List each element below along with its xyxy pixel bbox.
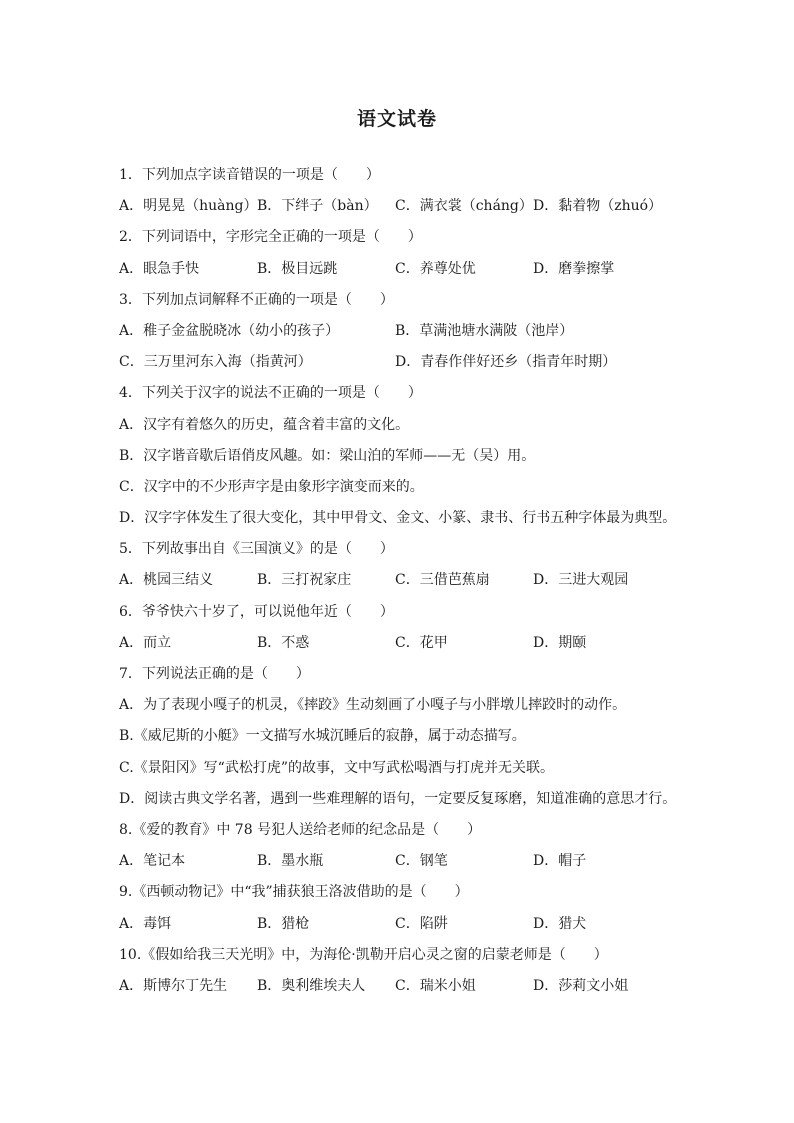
question-8-stem: 8.《爱的教育》中 78 号犯人送给老师的纪念品是（ ） (119, 821, 482, 838)
option-a: A．稚子金盆脱晓冰（幼小的孩子） (119, 322, 340, 339)
question-10-options (119, 971, 689, 1002)
option-a: A．汉字有着悠久的历史，蕴含着丰富的文化。 (119, 416, 410, 433)
question-9-options (119, 909, 689, 940)
question-9-stem: 9.《西顿动物记》中“我”捕获狼王洛波借助的是（ ） (119, 884, 469, 901)
option-d: D．阅读古典文学名著，遇到一些难理解的语句，一定要反复琢磨，知道准确的意思才行。 (119, 790, 677, 807)
option-d: D．猎犬 (533, 915, 587, 932)
option-b: B．极目远跳 (257, 260, 338, 277)
option-d: D．磨拳擦掌 (533, 260, 615, 277)
question-7-stem: 7．下列说法正确的是（ ） (119, 666, 310, 682)
option-a: A．而立 (119, 634, 172, 651)
option-c: C.《景阳冈》写“武松打虎”的故事，文中写武松喝酒与打虎并无关联。 (119, 759, 554, 776)
exam-title: 语文试卷 (356, 108, 437, 130)
question-2-stem: 2．下列词语中，字形完全正确的一项是（ ） (119, 229, 422, 246)
option-c: C．汉字中的不少形声字是由象形字演变而来的。 (119, 478, 424, 495)
option-d: D．黏着物（zhuó） (533, 198, 663, 215)
option-a: A．毒饵 (119, 915, 172, 932)
question-1-options (119, 191, 689, 222)
question-3-options-ab (119, 316, 689, 347)
option-d: D．莎莉文小姐 (533, 977, 629, 994)
question-list (119, 160, 689, 1002)
option-b: B．草满池塘水满陂（池岸） (395, 322, 574, 339)
option-d: D．青春作伴好还乡（指青年时期） (395, 354, 617, 371)
question-10-stem: 10.《假如给我三天光明》中，为海伦·凯勒开启心灵之窗的启蒙老师是（ ） (119, 946, 608, 963)
option-b: B．不惑 (257, 634, 310, 651)
option-b: B．奥利维埃夫人 (257, 977, 366, 994)
option-b: B．猎枪 (257, 915, 310, 932)
option-b: B．汉字谐音歇后语俏皮风趣。如：梁山泊的军师——无（吴）用。 (119, 447, 536, 464)
option-d: D．帽子 (533, 853, 587, 870)
option-c: C．养尊处优 (395, 260, 476, 277)
option-a: A．明晃晃（huàng） (119, 198, 258, 215)
question-8-options (119, 846, 689, 877)
option-d: D．期颐 (533, 634, 587, 651)
question-1-stem: 1．下列加点字读音错误的一项是（ ） (119, 167, 380, 183)
option-c: C．瑞米小姐 (395, 977, 476, 994)
option-a: A．桃园三结义 (119, 572, 214, 589)
option-c: C．三借芭蕉扇 (395, 572, 490, 589)
question-6-stem: 6．爷爷快六十岁了，可以说他年近（ ） (119, 603, 394, 620)
option-d: D．三进大观园 (533, 572, 629, 589)
question-5-options (119, 565, 689, 596)
option-a: A．为了表现小嘎子的机灵，《摔跤》生动刻画了小嘎子与小胖墩儿摔跤时的动作。 (119, 697, 627, 714)
option-d: D．汉字字体发生了很大变化，其中甲骨文、金文、小篆、隶书、行书五种字体最为典型。 (119, 510, 677, 527)
option-c: C．陷阱 (395, 915, 448, 932)
option-b: B.《威尼斯的小艇》一文描写水城沉睡后的寂静，属于动态描写。 (119, 728, 526, 745)
option-b: B．下绊子（bàn） (257, 198, 378, 215)
question-3-options-cd (119, 347, 689, 378)
question-6-options (119, 628, 689, 659)
option-c: C．满衣裳（cháng） (395, 198, 533, 215)
option-a: A．斯博尔丁先生 (119, 977, 228, 994)
question-4-stem: 4．下列关于汉字的说法不正确的一项是（ ） (119, 385, 422, 402)
option-a: A．笔记本 (119, 853, 186, 870)
option-c: C．花甲 (395, 634, 448, 651)
option-b: B．墨水瓶 (257, 853, 324, 870)
option-a: A．眼急手快 (119, 260, 200, 277)
option-b: B．三打祝家庄 (257, 572, 352, 589)
question-5-stem: 5．下列故事出自《三国演义》的是（ ） (119, 541, 394, 558)
question-2-options (119, 254, 689, 285)
option-c: C．钢笔 (395, 853, 448, 870)
question-3-stem: 3．下列加点词解释不正确的一项是（ ） (119, 291, 394, 308)
option-c: C．三万里河东入海（指黄河） (119, 354, 312, 371)
